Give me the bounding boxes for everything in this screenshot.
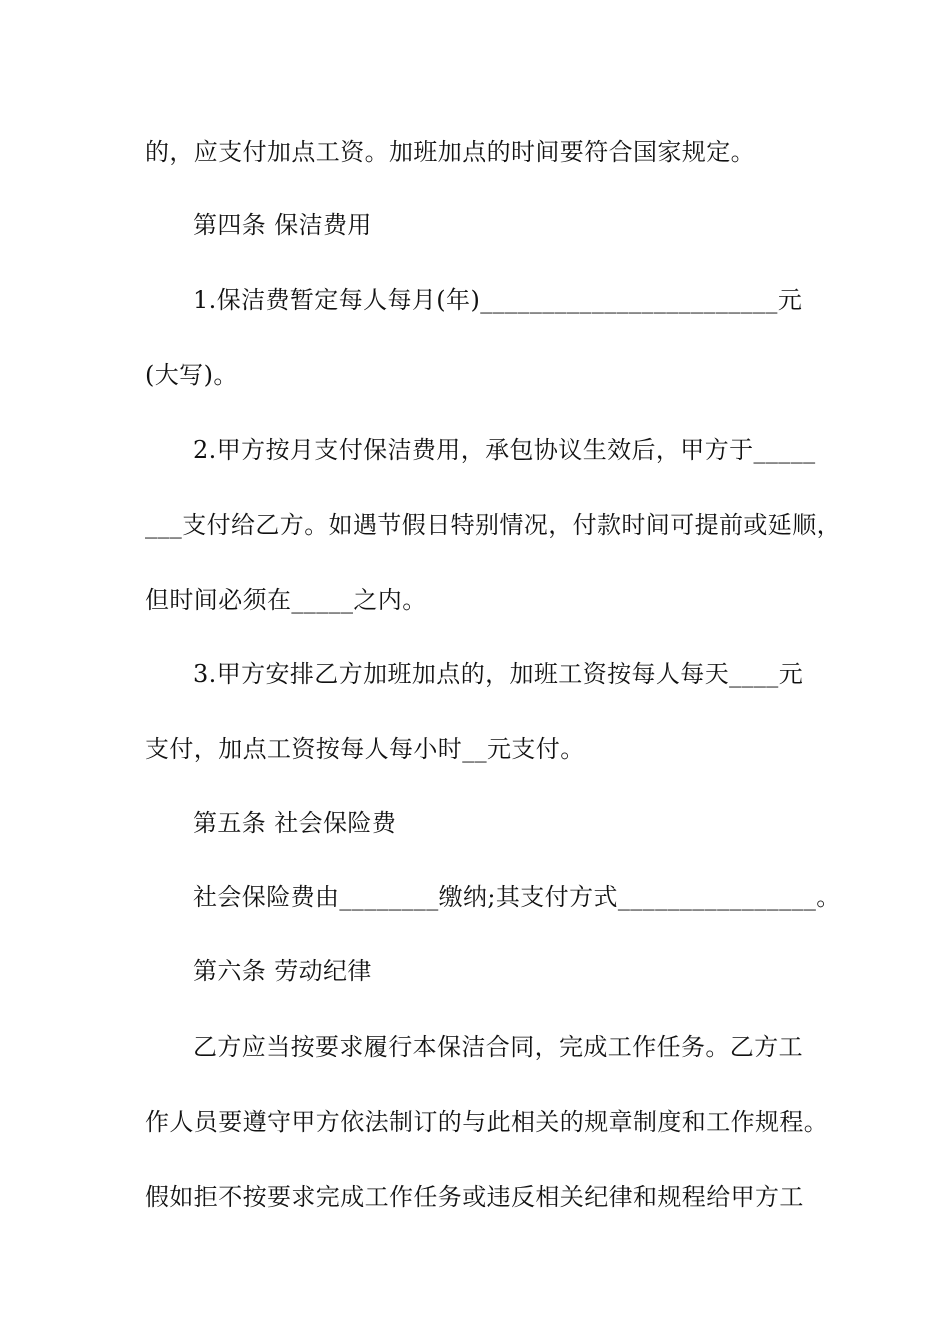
paragraph-line: ___支付给乙方。如遇节假日特别情况，付款时间可提前或延顺， [145,511,841,539]
article-heading: 第六条 劳动纪律 [193,957,372,985]
paragraph-line: 3.甲方安排乙方加班加点的，加班工资按每人每天____元 [193,660,804,688]
paragraph-line: 1.保洁费暂定每人每月(年)________________________元 [193,286,803,314]
paragraph-line: 假如拒不按要求完成工作任务或违反相关纪律和规程给甲方工 [145,1183,804,1211]
article-heading: 第五条 社会保险费 [193,809,397,837]
paragraph-line: 但时间必须在_____之内。 [145,586,427,614]
paragraph-line: 的，应支付加点工资。加班加点的时间要符合国家规定。 [145,138,755,166]
paragraph-line: 2.甲方按月支付保洁费用，承包协议生效后，甲方于_____ [193,436,816,464]
article-heading: 第四条 保洁费用 [193,211,372,239]
paragraph-line: 乙方应当按要求履行本保洁合同，完成工作任务。乙方工 [193,1033,803,1061]
paragraph-line: 作人员要遵守甲方依法制订的与此相关的规章制度和工作规程。 [145,1108,829,1136]
paragraph-line: 社会保险费由________缴纳;其支付方式________________。 [193,883,841,911]
paragraph-line: 支付，加点工资按每人每小时__元支付。 [145,735,585,763]
paragraph-line: (大写)。 [145,361,238,389]
